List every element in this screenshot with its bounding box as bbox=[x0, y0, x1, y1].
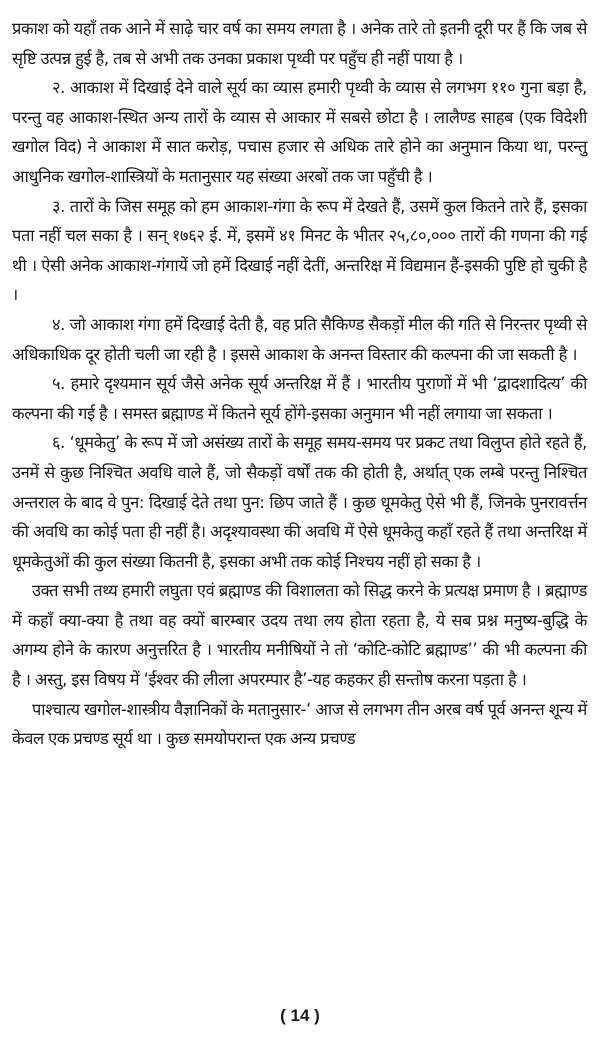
page-number: ( 14 ) bbox=[280, 1006, 320, 1025]
paragraph-point-5: ५. हमारे दृश्यमान सूर्य जैसे अनेक सूर्य अन्तरिक्ष में हैं । भारतीय पुराणों में भी ‘द्वादशादित्य’ की कल्पना की गई है । समस्त ब्रह्माण्ड में कितने सूर्य होंगे-इसका अनुमान भी नहीं लगाया जा सकता । bbox=[12, 374, 587, 423]
paragraph-point-3: ३. तारों के जिस समूह को हम आकाश-गंगा के रूप में देखते हैं, उसमें कुल कितने तारे हैं, इसका पता नहीं चल सका है । सन् १७६२ ई. में, इसमें ४१ मिनट के भीतर २५,८०,००० तारों की गणना की गई थी । ऐसी अनेक आकाश-गंगायें जो हमें दिखाई नहीं देतीं, अन्तरिक्ष में विद्यमान हैं-इसकी पुष्टि हो चुकी है । bbox=[12, 196, 587, 305]
paragraph-continuation: प्रकाश को यहाँ तक आने में साढ़े चार वर्ष का समय लगता है । अनेक तारे तो इतनी दूरी पर हैं कि जब से सृष्टि उत्पन्न हुई है, तब से अभी तक उनका प्रकाश पृथ्वी पर पहुँच ही नहीं पाया है । bbox=[12, 19, 587, 68]
paragraph-point-4: ४. जो आकाश गंगा हमें दिखाई देती है, वह प्रति सैकिण्ड सैकड़ों मील की गति से निरन्तर पृथ्वी से अधिकाधिक दूर होती चली जा रही है । इससे आकाश के अनन्त विस्तार की कल्पना की जा सकती है । bbox=[12, 314, 587, 364]
paragraph-point-6: ६. ‘धूमकेतु’ के रूप में जो असंख्य तारों के समूह समय-समय पर प्रकट तथा विलुप्त होते रहते हैं, उनमें से कुछ निश्चित अवधि वाले हैं, जो सैकड़ों वर्षों तक की होती है, अर्थात् एक लम्बे परन्तु निश्चित अन्तराल के बाद वे पुन: दिखाई देते तथा पुन: छिप जाते हैं । कुछ धूमकेतु ऐसे भी हैं, जिनके पुनरावर्त्तन की अवधि का कोई पता ही नहीं है। अदृश्यावस्था की अवधि में ऐसे धूमकेतु कहाँ रहते हैं तथा अन्तरिक्ष में धूमकेतुओं की कुल संख्या कितनी है, इसका अभी तक कोई निश्चय नहीं हो सका है । bbox=[12, 433, 587, 571]
paragraph-western-view: पाश्चात्य खगोल-शास्त्रीय वैज्ञानिकों के मतानुसार-‘ आज से लगभग तीन अरब वर्ष पूर्व अनन्त शून्य में केवल एक प्रचण्ड सूर्य था । कुछ समयोपरान्त एक अन्य प्रचण्ड bbox=[12, 699, 587, 749]
paragraph-conclusion: उक्त सभी तथ्य हमारी लघुता एवं ब्रह्माण्ड की विशालता को सिद्ध करने के प्रत्यक्ष प्रमाण है । ब्रह्माण्ड में कहाँ क्या-क्या है तथा वह क्यों बारम्बार उदय तथा लय होता रहता है, ये सब प्रश्न मनुष्य-बुद्धि के अगम्य होने के कारण अनुत्तरित है । भारतीय मनीषियों ने तो ‘कोटि-कोटि ब्रह्माण्ड’’ की भी कल्पना की है । अस्तु, इस विषय में ‘ईश्वर की लीला अपरम्पार है’-यह कहकर ही सन्तोष करना पड़ता है । bbox=[12, 581, 587, 690]
paragraph-point-2: २. आकाश में दिखाई देने वाले सूर्य का व्यास हमारी पृथ्वी के व्यास से लगभग ११० गुना बड़ा है, परन्तु वह आकाश-स्थित अन्य तारों के व्यास से आकार में सबसे छोटा है । लालैण्ड साहब (एक विदेशी खगोल विद) ने आकाश में सात करोड़, पचास हजार से अधिक तारे होने का अनुमान किया था, परन्तु आधुनिक खगोल-शास्त्रियों के मतानुसार यह संख्या अरबों तक जा पहुँची है । bbox=[12, 78, 587, 186]
